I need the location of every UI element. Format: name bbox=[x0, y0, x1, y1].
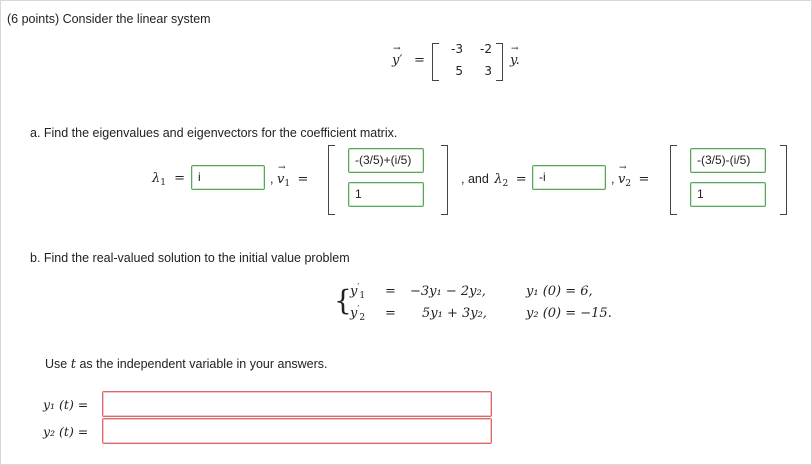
matrix-a21: 5 bbox=[455, 64, 463, 78]
v1-left-bracket bbox=[328, 145, 335, 215]
matrix-a11: -3 bbox=[451, 42, 463, 56]
lambda1-label: $\lambda_1$ = bbox=[152, 171, 186, 188]
v2-label: , → $v_2$ = bbox=[611, 172, 649, 187]
lambda2-input[interactable]: -i bbox=[532, 165, 606, 190]
matrix-right-bracket bbox=[496, 43, 503, 81]
system-brace: { bbox=[334, 284, 352, 317]
lambda2-label: , and $\lambda_2$ = bbox=[461, 172, 527, 189]
matrix-a22: 3 bbox=[484, 64, 492, 78]
lambda1-input[interactable]: i bbox=[191, 165, 265, 190]
v1-entry1-input[interactable]: -(3/5)+(i/5) bbox=[348, 148, 424, 173]
part-a-prompt: a. Find the eigenvalues and eigenvectors for the coefficient matrix. bbox=[30, 126, 398, 140]
matrix-a12: -2 bbox=[480, 42, 492, 56]
v1-right-bracket bbox=[441, 145, 448, 215]
v2-entry2-input[interactable]: 1 bbox=[690, 182, 766, 207]
independent-variable-instruction: Use t as the independent variable in your answers. bbox=[45, 357, 328, 372]
y1-answer-input[interactable] bbox=[102, 391, 492, 417]
ode1-lhs: $y'_1$ bbox=[350, 283, 366, 301]
initial-condition-1: y₁ (0) = 6, bbox=[526, 284, 593, 299]
v2-right-bracket bbox=[780, 145, 787, 215]
y2-answer-label: y₂ (t) = bbox=[43, 424, 89, 439]
ode2-lhs: $y'_2$ bbox=[350, 305, 366, 323]
problem-header: (6 points) Consider the linear system bbox=[7, 12, 211, 26]
ode1-equals: = bbox=[385, 284, 396, 299]
v2-left-bracket bbox=[670, 145, 677, 215]
part-b-prompt: b. Find the real-valued solution to the initial value problem bbox=[30, 251, 350, 265]
ode2-rhs: 5y₁ + 3y₂, bbox=[422, 306, 487, 321]
ode1-rhs: −3y₁ − 2y₂, bbox=[410, 284, 486, 299]
v1-label: , → $v_1$ = bbox=[270, 172, 308, 187]
ode2-equals: = bbox=[385, 306, 396, 321]
initial-condition-2: y₂ (0) = −15. bbox=[526, 306, 612, 321]
system-equals: = bbox=[414, 53, 425, 68]
v1-entry2-input[interactable]: 1 bbox=[348, 182, 424, 207]
y1-answer-label: y₁ (t) = bbox=[43, 397, 89, 412]
system-rhs: → y. bbox=[510, 53, 520, 68]
matrix-left-bracket bbox=[432, 43, 439, 81]
system-lhs: → y′ bbox=[392, 53, 402, 68]
v2-entry1-input[interactable]: -(3/5)-(i/5) bbox=[690, 148, 766, 173]
y2-answer-input[interactable] bbox=[102, 418, 492, 444]
